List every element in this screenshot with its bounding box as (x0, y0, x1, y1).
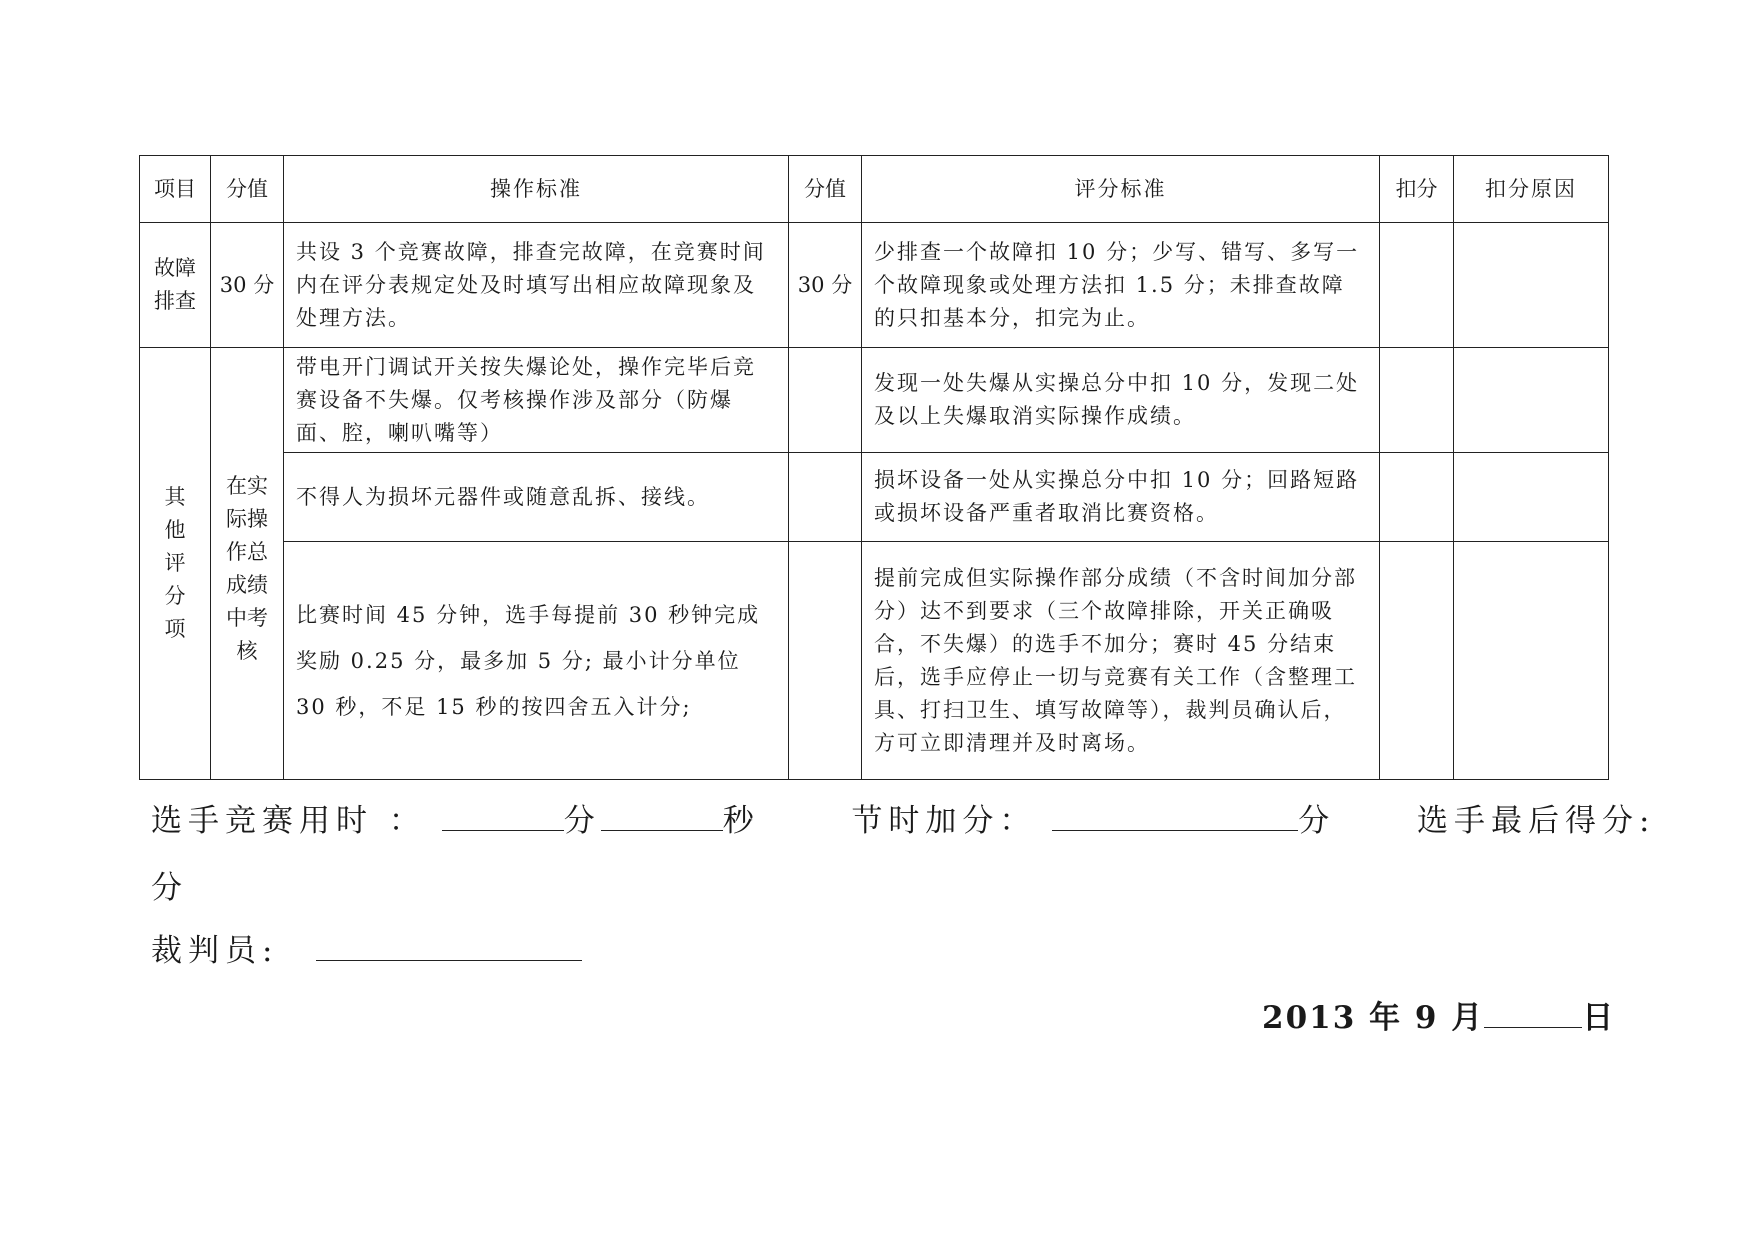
table-row-time (140, 542, 1609, 780)
second-unit: 秒 (722, 803, 760, 839)
score2-explosion (789, 348, 862, 453)
deduction-reason-cell-explosion[interactable] (1454, 348, 1609, 453)
judge-signature-blank[interactable] (316, 934, 582, 961)
judge-line (151, 925, 582, 970)
date-suffix: 日 (1582, 1000, 1616, 1036)
grading-explosion: 发现一处失爆从实操总分中扣 10 分，发现二处及以上失爆取消实际操作成绩。 (862, 348, 1380, 453)
op-standard-damage: 不得人为损坏元器件或随意乱拆、接线。 (284, 453, 789, 542)
header-score: 分值 (211, 156, 284, 223)
deduction-cell-damage[interactable] (1380, 453, 1454, 542)
table-row-fault (140, 223, 1609, 348)
date-line (1262, 992, 1615, 1037)
scoring-table (139, 155, 1609, 780)
score2-fault: 30 分 (789, 223, 862, 348)
deduction-reason-cell-time[interactable] (1454, 542, 1609, 780)
time-label: 选手竞赛用时 ： (151, 803, 426, 839)
score-other: 在实 际操 作总 成绩 中考 核 (211, 348, 284, 780)
header-op-standard: 操作标准 (284, 156, 789, 223)
table-row-damage (140, 453, 1609, 542)
deduction-cell-explosion[interactable] (1380, 348, 1454, 453)
minutes-blank[interactable] (442, 804, 564, 831)
bonus-unit: 分 (1298, 803, 1336, 839)
final-score-unit: 分 (151, 870, 188, 906)
score2-damage (789, 453, 862, 542)
op-standard-fault: 共设 3 个竞赛故障，排查完故障，在竞赛时间内在评分表规定处及时填写出相应故障现象及处理方法。 (284, 223, 789, 348)
table-header-row (140, 156, 1609, 223)
table-row-explosion (140, 348, 1609, 453)
deduction-reason-cell-damage[interactable] (1454, 453, 1609, 542)
item-fault: 故障 排查 (140, 223, 211, 348)
grading-time: 提前完成但实际操作部分成绩（不含时间加分部分）达不到要求（三个故障排除，开关正确吸合，不失爆）的选手不加分；赛时 45 分结束后，选手应停止一切与竞赛有关工作（含整理工具、打扫卫生、填写故障等），裁判员确认后，方可立即清理并及时离场。 (862, 542, 1380, 780)
judge-label: 裁判员: (151, 933, 279, 969)
item-other: 其 他 评 分 项 (140, 348, 211, 780)
final-score-label: 选手最后得分: (1417, 803, 1656, 839)
minute-unit: 分 (563, 803, 601, 839)
grading-fault: 少排查一个故障扣 10 分；少写、错写、多写一个故障现象或处理方法扣 1.5 分；未排查故障的只扣基本分，扣完为止。 (862, 223, 1380, 348)
deduction-reason-cell-fault[interactable] (1454, 223, 1609, 348)
deduction-cell-fault[interactable] (1380, 223, 1454, 348)
grading-damage: 损坏设备一处从实操总分中扣 10 分；回路短路或损坏设备严重者取消比赛资格。 (862, 453, 1380, 542)
header-score-2: 分值 (789, 156, 862, 223)
op-standard-time: 比赛时间 45 分钟，选手每提前 30 秒钟完成奖励 0.25 分，最多加 5 分; 最小计分单位 30 秒，不足 15 秒的按四舍五入计分; (284, 542, 789, 780)
bonus-label: 节时加分： (851, 803, 1037, 839)
day-blank[interactable] (1484, 1001, 1582, 1028)
header-deduction-reason: 扣分原因 (1454, 156, 1609, 223)
header-deduction: 扣分 (1380, 156, 1454, 223)
bonus-blank[interactable] (1052, 804, 1298, 831)
time-line (151, 795, 1655, 840)
score-fault: 30 分 (211, 223, 284, 348)
header-grading-standard: 评分标准 (862, 156, 1380, 223)
header-item: 项目 (140, 156, 211, 223)
deduction-cell-time[interactable] (1380, 542, 1454, 780)
date-prefix: 2013 年 9 月 (1262, 1000, 1485, 1036)
seconds-blank[interactable] (601, 804, 723, 831)
score2-time (789, 542, 862, 780)
op-standard-explosion: 带电开门调试开关按失爆论处，操作完毕后竞赛设备不失爆。仅考核操作涉及部分（防爆面、腔，喇叭嘴等） (284, 348, 789, 453)
